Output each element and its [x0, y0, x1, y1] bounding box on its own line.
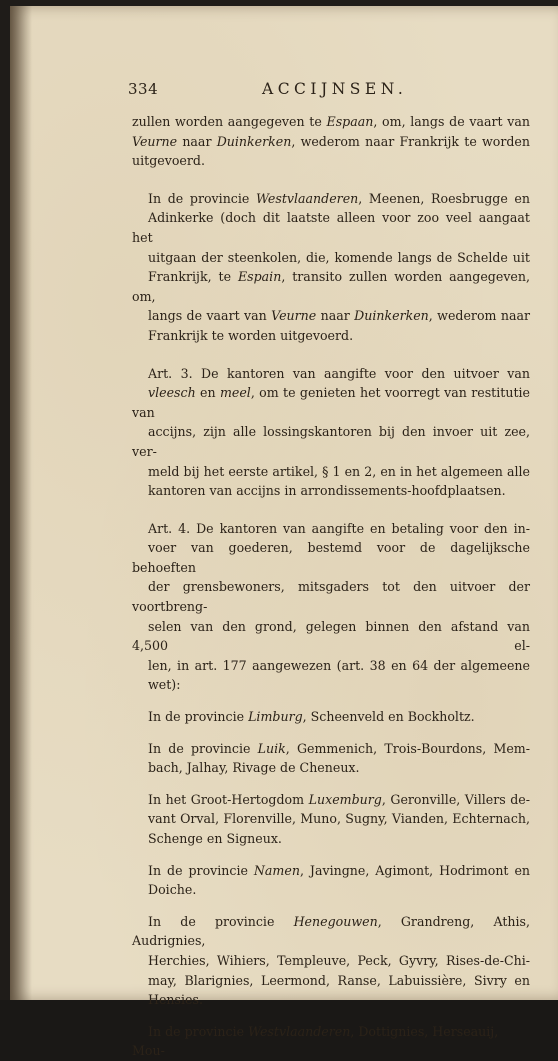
paragraph-8-namen: In de provincie Namen, Javingne, Agimont, Hodrimont en Doiche. [148, 862, 531, 898]
paragraph-9-henegouwen: In de provincie Henegouwen, Grandreng, Athis, Audrignies, Herchies, Wihiers, Templeuve, Peck, Gyvry, Rises-de-Chi- may, Blarignies, Leermond, Ranse, Labuissière, Sivry en Hensies. [132, 913, 530, 1008]
paragraph-7-luxemburg: In het Groot-Hertogdom Luxemburg, Geronville, Villers de- vant Orval, Florenville, Muno, Sugny, Vianden, Echternach, Schenge en Signeux. [148, 791, 531, 846]
paragraph-4-art-4: Art. 4. De kantoren van aangifte en betaling voor den in- voer van goederen, bestemd voor de dagelijksche behoeften der grensbewoners, mitsgaders tot den uitvoer der voortbreng- selen van den grond, gelegen binnen den afstand van 4,500 el- len, in art. 177 aangewezen (art. 38 en 64 der algemeene wet): [132, 520, 530, 693]
page-text-block [128, 80, 531, 1061]
page-header [128, 80, 530, 106]
paragraph-6-luik: In de provincie Luik, Gemmenich, Trois-Bourdons, Mem- bach, Jalhay, Rivage de Cheneux. [148, 740, 531, 776]
paragraph-1: zullen worden aangegeven te Espaan, om, langs de vaart van Veurne naar Duinkerken, wederom naar Frankrijk te worden uitgevoerd. [132, 114, 530, 169]
gutter-shadow [10, 6, 32, 1000]
paragraph-2: In de provincie Westvlaanderen, Meenen, Roesbrugge en Adinkerke (doch dit laatste alleen voor zoo veel aangaat het uitgaan der steenkolen, die, komende langs de Schelde uit Frankrijk, te Espain, transito zullen worden aangegeven, om, langs de vaart van Veurne naar Duinkerken, wederom naar Frankrijk te worden uitgevoerd. [132, 190, 531, 343]
book-page [10, 6, 558, 1059]
paragraph-10-westvlaanderen: In de provincie Westvlaanderen, Dottignies, Herseauij, Mou- [132, 1023, 499, 1059]
paragraph-3-art-3: Art. 3. De kantoren van aangifte voor den uitvoer van vleesch en meel, om te genieten het voorregt van restitutie van accijns, zijn alle lossingskantoren bij den invoer uit zee, ver- meld bij het eerste artikel, § 1 en 2, en in het algemeen alle kantoren van accijns in arrondissements-hoofdplaatsen. [132, 365, 530, 499]
running-title: ACCIJNSEN. [262, 80, 408, 98]
page-number: 334 [128, 80, 159, 98]
paragraph-5-limburg: In de provincie Limburg, Scheenveld en Bockholtz. [148, 709, 475, 725]
